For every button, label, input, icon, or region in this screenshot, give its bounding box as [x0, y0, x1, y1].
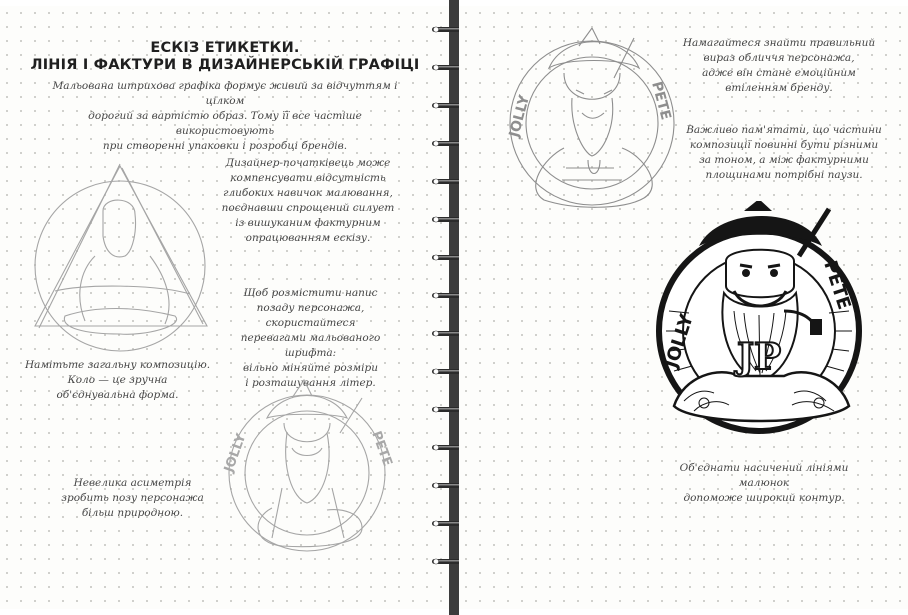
note-line: позаду персонажа, скористайтеся	[256, 302, 365, 329]
note-line: більш природною.	[81, 507, 184, 519]
note-line: втіленням бренду.	[725, 82, 833, 94]
intro-line: Мальована штрихова графіка формує живий за відчуттям і цілком	[52, 80, 398, 107]
note-line: із вишуканим фактурним	[235, 217, 381, 229]
asymmetry-note	[45, 476, 220, 521]
construction-sketch	[25, 156, 215, 356]
note-line: Важливо пам'ятати, що частини	[686, 124, 882, 136]
final-label-illustration	[644, 201, 884, 451]
note-line: вираз обличчя персонажа,	[703, 52, 855, 64]
rough-label-sketch	[212, 378, 402, 558]
note-line: Намітьте загальну композицію.	[24, 359, 211, 371]
monogram: JP	[736, 336, 782, 378]
note-line: Дизайнер-початківець може	[225, 157, 391, 169]
composition-note	[20, 358, 215, 403]
note-line: Коло — це зручна	[67, 374, 168, 386]
intro-line: при створенні упаковки і розробці брендів.	[102, 140, 348, 152]
note-line: компенсувати відсутність	[230, 172, 386, 184]
note-line: глибоких навичок малювання,	[223, 187, 393, 199]
note-line: поєднавши спрощений силует	[221, 202, 395, 214]
left-page	[0, 6, 449, 609]
refined-word-left: JOLLY	[506, 93, 533, 140]
intro-line: дорогий за вартістю образ. Тому її все частіше використовують	[88, 110, 362, 137]
label-word-left: JOLLY	[660, 311, 698, 371]
sketch-word-right: PETE	[368, 429, 395, 469]
note-line: адже він стане емоційним	[702, 67, 856, 79]
note-line: перевагами мальованого шрифта:	[240, 332, 381, 359]
note-line: зробить позу персонажа	[61, 492, 204, 504]
note-line: Об'єднати насичений лініями малюнок	[679, 462, 849, 489]
refined-word-right: PETE	[648, 79, 674, 122]
page-title	[30, 40, 420, 74]
contrast-note	[684, 123, 884, 183]
note-line: Невелика асиметрія	[73, 477, 192, 489]
refined-label-sketch	[504, 28, 679, 218]
lettering-note	[218, 286, 403, 391]
note-line: площинами потрібні паузи.	[705, 169, 863, 181]
note-line: композиції повинні бути різними	[689, 139, 879, 151]
note-line: і розташування літер.	[245, 377, 376, 389]
title-line-1: ЕСКІЗ ЕТИКЕТКИ.	[150, 40, 300, 56]
right-page	[459, 6, 908, 609]
note-line: допоможе широкий контур.	[683, 492, 845, 504]
note-line: вільно міняйте розміри	[243, 362, 378, 374]
note-line: за тоном, а між фактурними	[699, 154, 869, 166]
note-line: опрацюванням ескізу.	[245, 232, 371, 244]
sketch-word-left: JOLLY	[221, 431, 250, 475]
title-line-2: ЛІНІЯ І ФАКТУРИ В ДИЗАЙНЕРСЬКІЙ ГРАФІЦІ	[30, 57, 420, 73]
contour-note	[654, 461, 874, 506]
note-line: об'єднувальна форма.	[56, 389, 179, 401]
note-line: Щоб розмістити напис	[243, 287, 378, 299]
expression-note	[679, 36, 879, 96]
note-line: Намагайтеся знайти правильний	[682, 37, 876, 49]
intro-paragraph	[40, 79, 410, 154]
beginner-note	[218, 156, 398, 246]
label-word-right: PETE	[819, 258, 855, 313]
